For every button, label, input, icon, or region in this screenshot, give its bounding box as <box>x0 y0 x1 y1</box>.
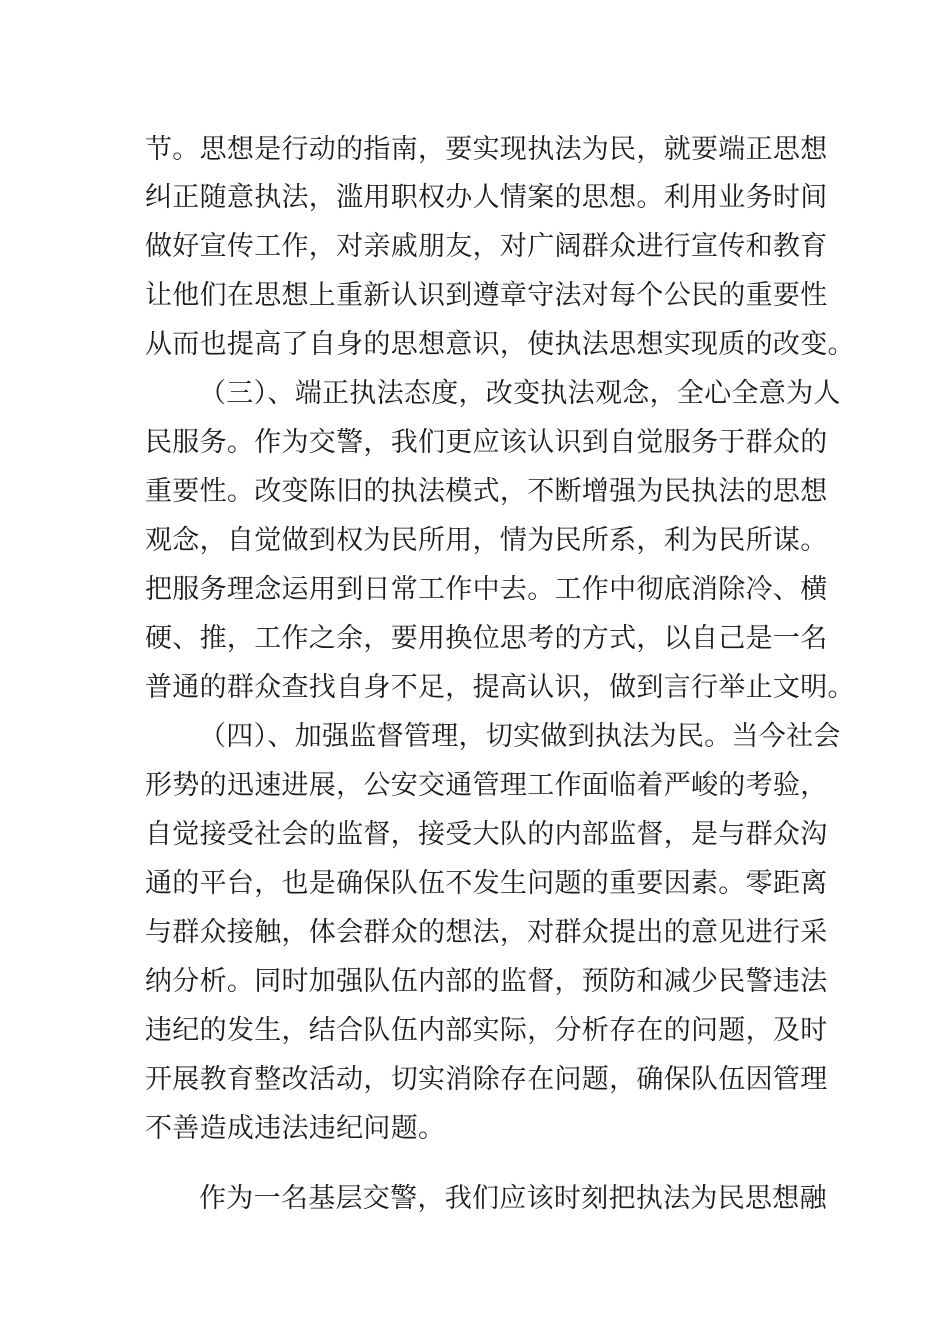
text-line-14: 形势的迅速进展，公安交通管理工作面临着严峻的考验， <box>145 770 828 801</box>
text-line-20: 开展教育整改活动，切实消除存在问题，确保队伍因管理 <box>145 1064 828 1095</box>
text-line-10: 把服务理念运用到日常工作中去。工作中彻底消除冷、横 <box>145 574 828 605</box>
text-line-11: 硬、推，工作之余，要用换位思考的方式，以自己是一名 <box>145 623 828 654</box>
text-line-4: 让他们在思想上重新认识到遵章守法对每个公民的重要性 <box>145 280 828 311</box>
text-line-3: 做好宣传工作，对亲戚朋友，对广阔群众进行宣传和教育 <box>145 231 828 262</box>
text-line-2: 纠正随意执法，滥用职权办人情案的思想。利用业务时间 <box>145 182 828 213</box>
text-line-17: 与群众接触，体会群众的想法，对群众提出的意见进行采 <box>145 917 828 948</box>
text-line-16: 通的平台，也是确保队伍不发生问题的重要因素。零距离 <box>145 868 828 899</box>
text-line-15: 自觉接受社会的监督，接受大队的内部监督，是与群众沟 <box>145 819 828 850</box>
text-line-12: 普通的群众查找自身不足，提高认识，做到言行举止文明。 <box>145 672 855 703</box>
text-line-1: 节。思想是行动的指南，要实现执法为民，就要端正思想 <box>145 134 828 165</box>
text-line-19: 违纪的发生，结合队伍内部实际，分析存在的问题，及时 <box>145 1015 828 1046</box>
text-line-8: 重要性。改变陈旧的执法模式，不断增强为民执法的思想 <box>145 476 828 507</box>
text-line-21: 不善造成违法违纪问题。 <box>145 1113 446 1144</box>
paragraph-three-heading-line: （三）、端正执法态度，改变执法观念，全心全意为人 <box>199 378 841 409</box>
text-line-18: 纳分析。同时加强队伍内部的监督，预防和减少民警违法 <box>145 966 828 997</box>
text-line-9: 观念，自觉做到权为民所用，情为民所系，利为民所谋。 <box>145 525 828 556</box>
text-line-7: 民服务。作为交警，我们更应该认识到自觉服务于群众的 <box>145 427 828 458</box>
closing-paragraph-line: 作为一名基层交警，我们应该时刻把执法为民思想融 <box>199 1183 827 1214</box>
text-line-5: 从而也提高了自身的思想意识，使执法思想实现质的改变。 <box>145 329 855 360</box>
paragraph-four-heading-line: （四）、加强监督管理，切实做到执法为民。当今社会 <box>199 721 841 752</box>
